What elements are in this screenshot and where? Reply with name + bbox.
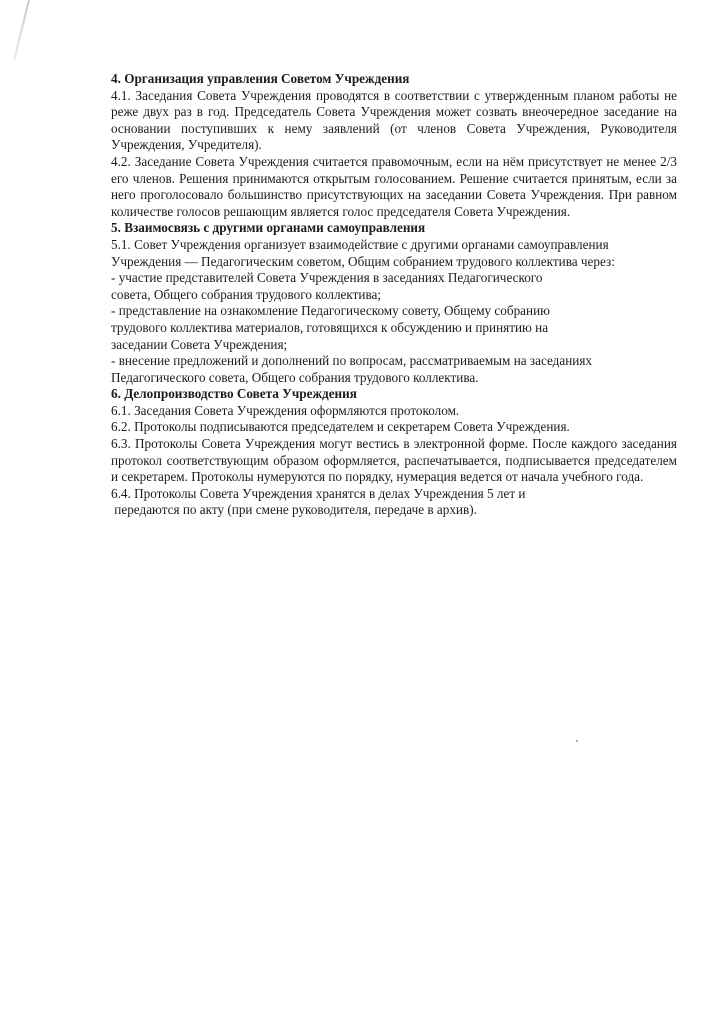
paragraph-6-2: 6.2. Протоколы подписываются председателем и секретарем Совета Учреждения. [111, 419, 570, 435]
list-item-line: - участие представителей Совета Учреждения в заседаниях Педагогического [111, 270, 543, 286]
paragraph-6-1: 6.1. Заседания Совета Учреждения оформляются протоколом. [111, 402, 460, 418]
list-item-line: заседании Совета Учреждения; [111, 336, 288, 352]
list-item-line: трудового коллектива материалов, готовящихся к обсуждению и принятию на [111, 319, 549, 335]
document-body [111, 71, 677, 519]
scan-speck [576, 740, 578, 742]
section-5-heading: 5. Взаимосвязь с другими органами самоуправления [111, 220, 426, 236]
section-4-heading: 4. Организация управления Советом Учреждения [111, 71, 410, 86]
paragraph-6-4-line: 6.4. Протоколы Совета Учреждения хранятся в делах Учреждения 5 лет и [111, 485, 526, 501]
list-item-line: совета, Общего собрания трудового коллектива; [111, 286, 382, 302]
paragraph-6-3: 6.3. Протоколы Совета Учреждения могут вестись в электронной форме. После каждого заседания протокол соответствующим образом оформляется, распечатывается, подписывается председателем и секретарем. Протоколы нумеруются по порядку, нумерация ведется от начала учебного года. [111, 436, 677, 485]
list-item-line: - представление на ознакомление Педагогическому совету, Общему собранию [111, 303, 550, 319]
paragraph-4-1: 4.1. Заседания Совета Учреждения проводятся в соответствии с утвержденным планом работы не реже двух раз в год. Председатель Совета Учреждения может созвать внеочередное заседание на основании поступивших к нему заявлений (от членов Совета Учреждения, Руководителя Учреждения, Учредителя). [111, 87, 677, 153]
paragraph-6-4-line: передаются по акту (при смене руководителя, передаче в архив). [111, 502, 477, 518]
paragraph-5-1-line: Учреждения — Педагогическим советом, Общим собранием трудового коллектива через: [111, 253, 615, 269]
paragraph-5-1-line: 5.1. Совет Учреждения организует взаимодействие с другими органами самоуправления [111, 236, 609, 252]
section-6-heading: 6. Делопроизводство Совета Учреждения [111, 386, 357, 402]
list-item-line: - внесение предложений и дополнений по вопросам, рассматриваемым на заседаниях [111, 353, 592, 369]
scan-artifact-line [13, 0, 30, 61]
list-item-line: Педагогического совета, Общего собрания трудового коллектива. [111, 369, 479, 385]
paragraph-4-2: 4.2. Заседание Совета Учреждения считается правомочным, если на нём присутствует не менее 2/3 его членов. Решения принимаются открытым голосованием. Решение считается принятым, если за него проголосовало большинство присутствующих на заседании Совета Учреждения. При равном количестве голосов решающим является голос председателя Совета Учреждения. [111, 153, 677, 219]
